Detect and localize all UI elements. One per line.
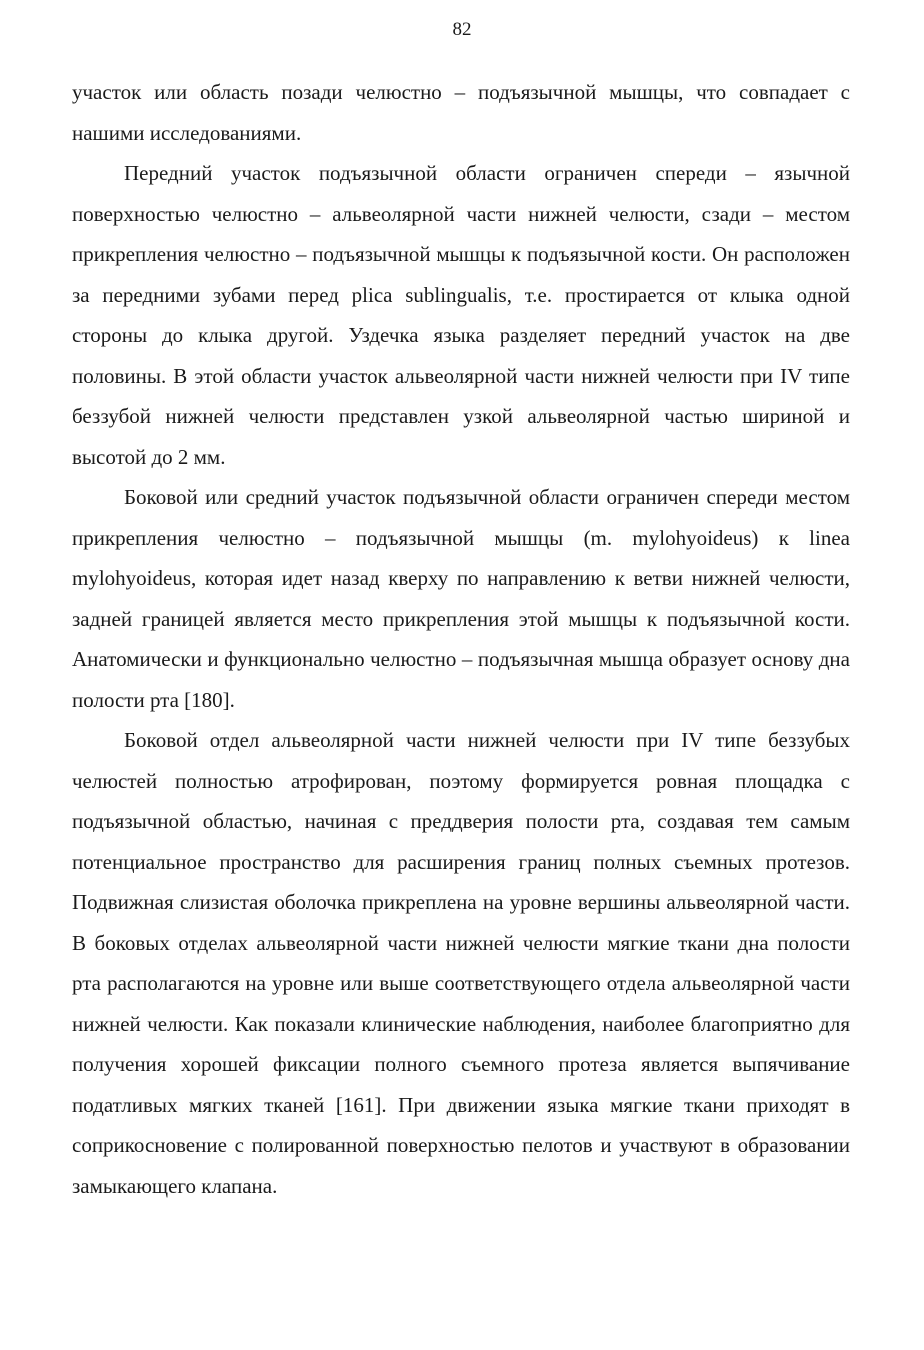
body-text (72, 72, 850, 1206)
page-number: 82 (452, 19, 472, 40)
paragraph-lateral-section: Боковой или средний участок подъязычной области ограничен спереди местом прикрепления челюстно – подъязычной мышцы (m. mylohyoideus) к linea mylohyoideus, которая идет назад кверху по направлению к ветви нижней челюсти, задней границей является место прикрепления этой мышцы к подъязычной кости. Анатомически и функционально челюстно – подъязычная мышца образует основу дна полости рта [180]. (72, 485, 850, 712)
paragraph-continuation: участок или область позади челюстно – подъязычной мышцы, что совпадает с нашими исследованиями. (72, 80, 850, 145)
paragraph-anterior-section: Передний участок подъязычной области ограничен спереди – язычной поверхностью челюстно – альвеолярной части нижней челюсти, сзади – местом прикрепления челюстно – подъязычной мышцы к подъязычной кости. Он расположен за передними зубами перед plica sublingualis, т.е. простирается от клыка одной стороны до клыка другой. Уздечка языка разделяет передний участок на две половины. В этой области участок альвеолярной части нижней челюсти при IV типе беззубой нижней челюсти представлен узкой альвеолярной частью шириной и высотой до 2 мм. (72, 161, 850, 469)
paragraph-alveolar-lateral: Боковой отдел альвеолярной части нижней челюсти при IV типе беззубых челюстей полностью атрофирован, поэтому формируется ровная площадка с подъязычной областью, начиная с преддверия полости рта, создавая тем самым потенциальное пространство для расширения границ полных съемных протезов. Подвижная слизистая оболочка прикреплена на уровне вершины альвеолярной части. В боковых отделах альвеолярной части нижней челюсти мягкие ткани дна полости рта располагаются на уровне или выше соответствующего отдела альвеолярной части нижней челюсти. Как показали клинические наблюдения, наиболее благоприятно для получения хорошей фиксации полного съемного протеза является выпячивание податливых мягких тканей [161]. При движении языка мягкие ткани приходят в соприкосновение с полированной поверхностью пелотов и участвуют в образовании замыкающего клапана. (72, 728, 850, 1198)
